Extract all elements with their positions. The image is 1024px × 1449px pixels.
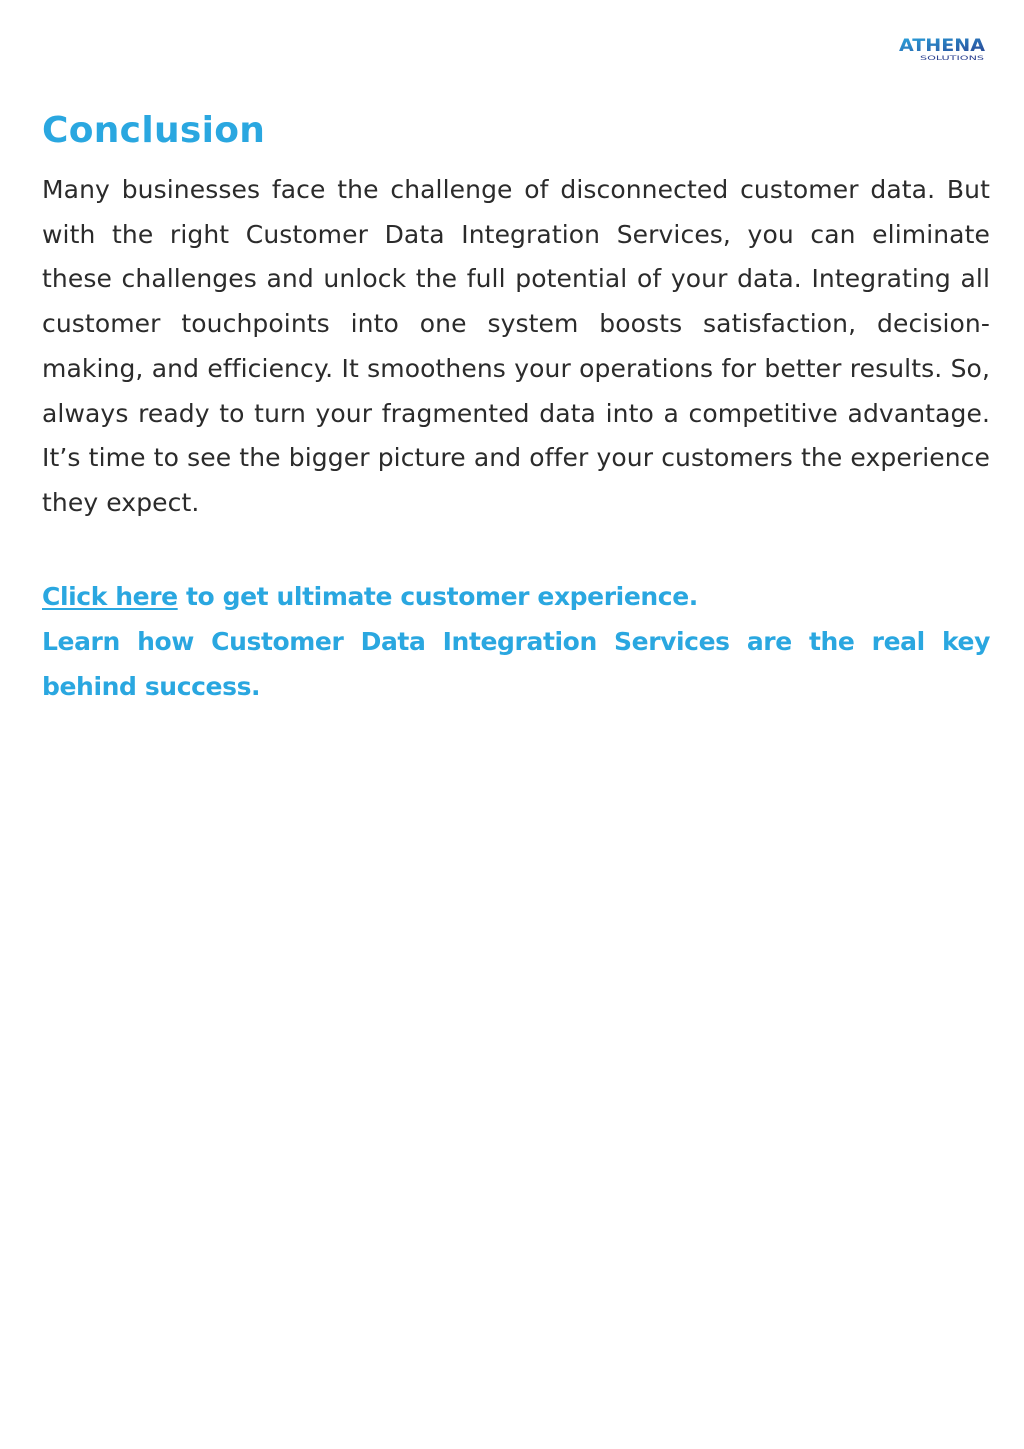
logo-brand-text: ATHENA [899, 36, 986, 56]
cta-line-1-text: to get ultimate customer experience. [177, 581, 698, 611]
conclusion-paragraph: Many businesses face the challenge of disconnected customer data. But with the right Customer Data Integration Services, you can eliminate these challenges and unlock the full potential of your data. Integrating all customer touchpoints into one system boosts satisfaction, decision-making, and efficiency. It smoothens your operations for better results. So, always ready to turn your fragmented data into a competitive advantage. It’s time to see the bigger picture and offer your customers the experience they expect. [42, 175, 990, 517]
cta-line-2: Learn how Customer Data Integration Services are the real key behind success. [42, 626, 990, 701]
athena-solutions-logo [898, 34, 986, 62]
document-content [42, 108, 990, 709]
click-here-link[interactable]: Click here [42, 581, 178, 611]
page-title: Conclusion [42, 110, 266, 151]
call-to-action [42, 574, 990, 709]
logo-tagline-text: SOLUTIONS [920, 55, 985, 62]
cta-line-1 [42, 574, 990, 619]
